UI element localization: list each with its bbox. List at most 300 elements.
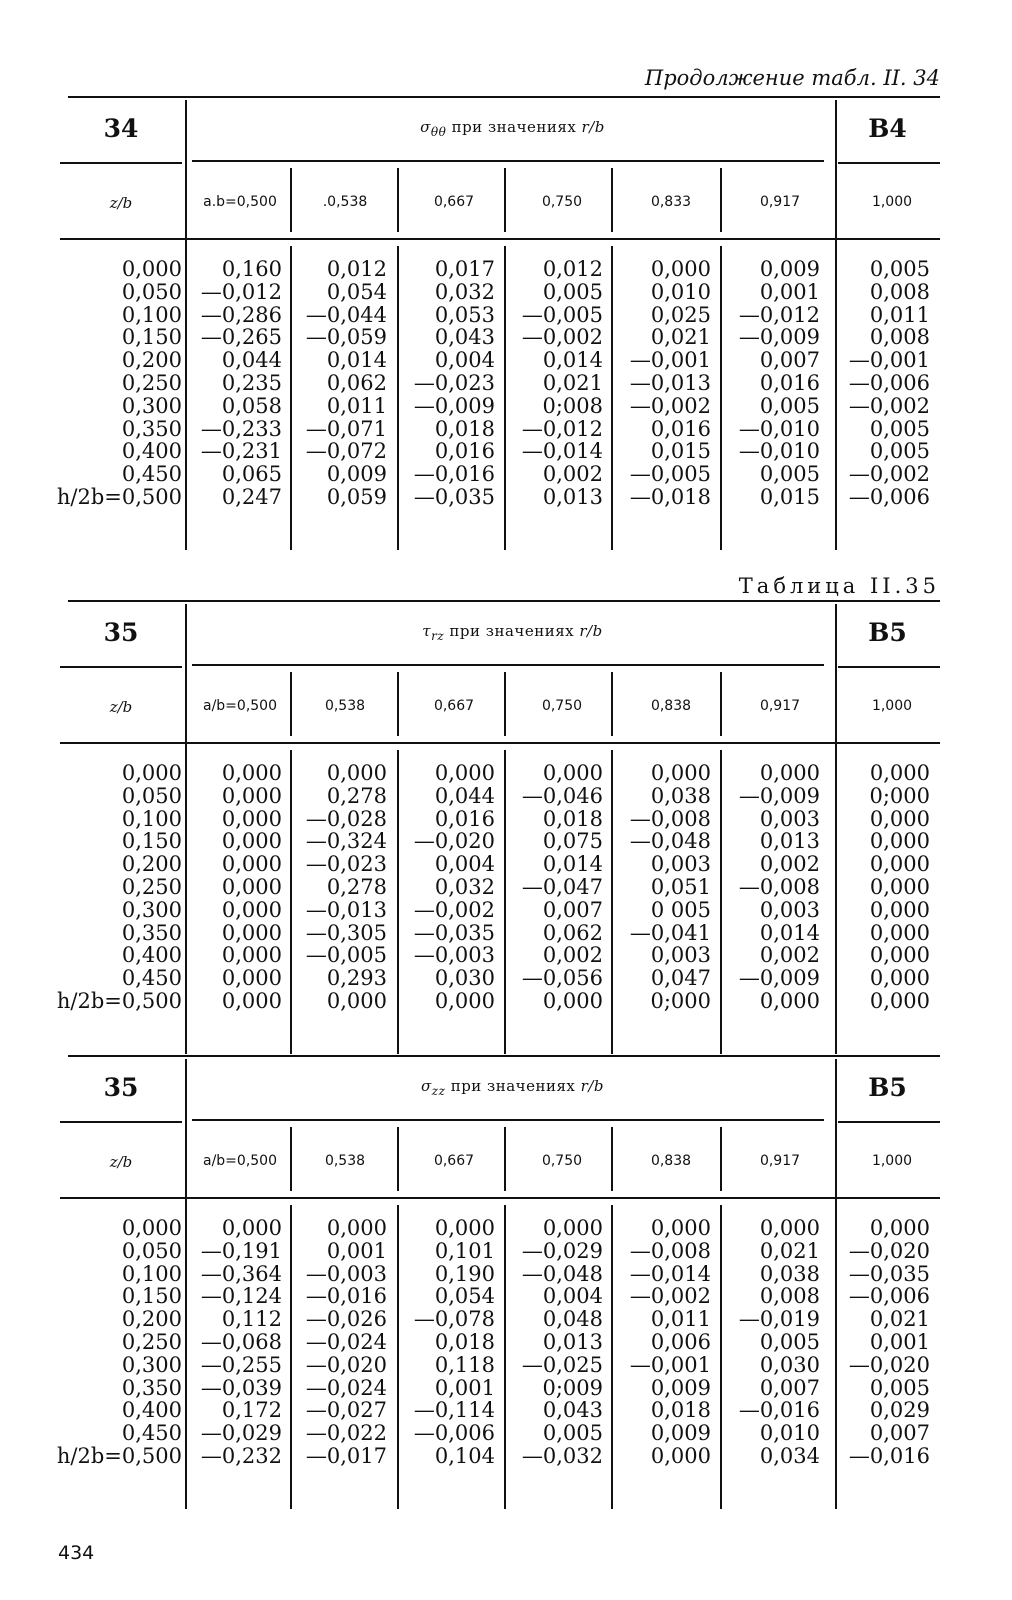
row-header: z/b	[109, 1153, 133, 1171]
table-cell: —0,010	[738, 439, 820, 464]
quantity-symbol: σ	[421, 1077, 432, 1095]
table-cell: —0,006	[848, 484, 930, 509]
table-cell: 0,034	[759, 1443, 820, 1468]
table-cell: —0,009	[738, 783, 820, 808]
table-cell: 0,247	[221, 484, 282, 509]
table-cell: 0,000	[221, 897, 282, 922]
table-cell: 0,003	[650, 943, 711, 968]
row-label: 0,450	[121, 1421, 182, 1446]
table-cell: 0,053	[434, 302, 495, 327]
code-column-divider	[835, 100, 837, 550]
table-cell: 0,003	[650, 852, 711, 877]
row-label: 0,100	[121, 1261, 182, 1286]
table-cell: 0,058	[221, 393, 282, 418]
column-header: 0,667	[433, 194, 475, 210]
column-header: a.b=0,500	[203, 194, 277, 210]
table-cell: 0,021	[650, 325, 711, 350]
table-cell: 0;009	[542, 1375, 603, 1400]
quantity-ratio: r/b	[579, 622, 603, 640]
value-column	[306, 762, 387, 1013]
table-cell: 0,038	[650, 783, 711, 808]
row-label: 0,000	[121, 257, 182, 281]
column-header: 0,538	[324, 1153, 366, 1169]
column-header: a/b=0,500	[203, 698, 277, 714]
table-cell: —0,124	[200, 1284, 282, 1309]
header-quantity-rule	[192, 160, 824, 162]
table-cell: 0;000	[650, 988, 711, 1013]
table-cell: —0,008	[738, 874, 820, 899]
table-cell: 0,005	[869, 1375, 930, 1400]
column-header-divider	[397, 168, 399, 232]
table-cell: 0,007	[759, 348, 820, 373]
header-quantity-rule	[192, 1119, 824, 1121]
value-column	[201, 258, 282, 509]
table-cell: —0,023	[413, 370, 495, 395]
table-cell: 0,065	[221, 462, 282, 487]
table-cell: 0,000	[221, 920, 282, 945]
table-cell: —0,035	[413, 920, 495, 945]
table-cell: —0,191	[200, 1238, 282, 1263]
table-cell: 0,000	[434, 761, 495, 785]
header-bottom-rule	[60, 742, 940, 744]
row-label: 0,100	[121, 806, 182, 831]
table-cell: 0,021	[759, 1238, 820, 1263]
table-cell: —0,020	[848, 1238, 930, 1263]
value-column	[630, 762, 711, 1013]
row-label: 0,050	[121, 783, 182, 808]
table-cell: 0,001	[759, 279, 820, 304]
table-cell: 0,021	[542, 370, 603, 395]
table-cell: —0,035	[413, 484, 495, 509]
table-number: 34	[103, 114, 139, 143]
table-cell: 0,011	[326, 393, 387, 418]
table-cell: 0,104	[434, 1443, 495, 1468]
row-label: 0,000	[121, 761, 182, 785]
table-cell: —0,255	[200, 1352, 282, 1377]
table-cell: —0,027	[305, 1398, 387, 1423]
column-header: 0,917	[759, 194, 801, 210]
table-cell: 0,005	[542, 279, 603, 304]
table-cell: 0,011	[869, 302, 930, 327]
table-cell: 0,000	[759, 761, 820, 785]
table-cell: 0,014	[542, 348, 603, 373]
value-column	[869, 762, 930, 1013]
table-cell: 0,005	[759, 393, 820, 418]
value-column	[306, 258, 387, 509]
table-cell: 0,000	[869, 966, 930, 991]
label-column-divider	[185, 604, 187, 1054]
value-column	[630, 258, 711, 509]
table-cell: —0,026	[305, 1307, 387, 1332]
row-label-column	[57, 1217, 182, 1468]
table-cell: 0,014	[759, 920, 820, 945]
table-code: B4	[868, 114, 907, 143]
table-cell: —0,046	[521, 783, 603, 808]
table-cell: 0,004	[434, 348, 495, 373]
quantity-ratio: r/b	[581, 118, 605, 136]
row-label: 0,450	[121, 462, 182, 487]
table-cell: —0,003	[413, 943, 495, 968]
table-caption: Таблица II.35	[738, 574, 940, 598]
column-header: 0,750	[541, 1153, 583, 1169]
column-divider	[504, 750, 506, 1054]
table-cell: —0,014	[629, 1261, 711, 1286]
table-cell: 0,000	[650, 257, 711, 281]
table-cell: 0,014	[326, 348, 387, 373]
table-cell: 0,000	[326, 988, 387, 1013]
table-cell: 0,044	[221, 348, 282, 373]
table-cell: —0,071	[305, 416, 387, 441]
table-cell: 0,010	[650, 279, 711, 304]
column-divider	[720, 246, 722, 550]
table-cell: —0,022	[305, 1421, 387, 1446]
value-column	[739, 1217, 820, 1468]
table-cell: —0,009	[738, 966, 820, 991]
row-label: 0,350	[121, 416, 182, 441]
value-column	[849, 258, 930, 509]
table-cell: —0,018	[629, 484, 711, 509]
row-label: 0,050	[121, 1238, 182, 1263]
table-cell: 0,029	[869, 1398, 930, 1423]
table-cell: 0,000	[869, 874, 930, 899]
column-divider	[720, 1205, 722, 1509]
table-cell: 0,008	[759, 1284, 820, 1309]
header-number-rule	[60, 162, 182, 164]
table-cell: 0,190	[434, 1261, 495, 1286]
table-cell: —0,114	[413, 1398, 495, 1423]
quantity-ratio: r/b	[580, 1077, 604, 1095]
table-cell: 0,172	[221, 1398, 282, 1423]
table-cell: 0,000	[869, 761, 930, 785]
row-label: 0,350	[121, 1375, 182, 1400]
column-divider	[504, 246, 506, 550]
table-cell: 0,006	[650, 1329, 711, 1354]
table-cell: 0,015	[650, 439, 711, 464]
table-cell: —0,005	[629, 462, 711, 487]
quantity-text: при значениях	[445, 1077, 581, 1095]
table-cell: —0,006	[848, 370, 930, 395]
row-label: 0,200	[121, 348, 182, 373]
quantity-label	[190, 118, 835, 139]
table-cell: —0,014	[521, 439, 603, 464]
table-cell: —0,025	[521, 1352, 603, 1377]
table-cell: 0,007	[869, 1421, 930, 1446]
table-cell: 0,000	[221, 852, 282, 877]
column-divider	[290, 1205, 292, 1509]
table-cell: 0,000	[650, 1216, 711, 1240]
table-cell: 0,002	[542, 462, 603, 487]
table-cell: 0,018	[650, 1398, 711, 1423]
table-cell: 0,007	[542, 897, 603, 922]
table-number: 35	[103, 1073, 139, 1102]
table-cell: 0,000	[221, 943, 282, 968]
header-number-rule	[60, 666, 182, 668]
table-cell: 0,047	[650, 966, 711, 991]
quantity-text: при значениях	[446, 118, 582, 136]
column-header: 0,917	[759, 1153, 801, 1169]
table-cell: 0,293	[326, 966, 387, 991]
table-cell: —0,012	[738, 302, 820, 327]
table-cell: 0,021	[869, 1307, 930, 1332]
table-cell: —0,005	[305, 943, 387, 968]
table-cell: 0,012	[542, 257, 603, 281]
value-column	[739, 762, 820, 1013]
table-cell: 0,016	[650, 416, 711, 441]
table-cell: 0,013	[542, 484, 603, 509]
value-column	[414, 1217, 495, 1468]
table-cell: 0,009	[650, 1421, 711, 1446]
table-cell: 0,014	[542, 852, 603, 877]
row-label: 0,100	[121, 302, 182, 327]
column-header: 0,838	[650, 1153, 692, 1169]
stress-table	[56, 96, 940, 556]
column-divider	[720, 750, 722, 1054]
value-column	[201, 1217, 282, 1468]
table-cell: 0,001	[326, 1238, 387, 1263]
column-header: 0,667	[433, 698, 475, 714]
top-caption: Продолжение табл. II. 34	[644, 66, 940, 90]
table-cell: —0,002	[848, 393, 930, 418]
table-cell: 0,016	[434, 806, 495, 831]
column-header: a/b=0,500	[203, 1153, 277, 1169]
table-cell: —0,068	[200, 1329, 282, 1354]
table-cell: —0,001	[629, 348, 711, 373]
table-cell: —0,056	[521, 966, 603, 991]
row-label: 0,400	[121, 943, 182, 968]
table-cell: —0,009	[738, 325, 820, 350]
value-column	[849, 1217, 930, 1468]
row-label: 0,200	[121, 852, 182, 877]
label-column-divider	[185, 100, 187, 550]
table-cell: —0,029	[200, 1421, 282, 1446]
table-cell: 0,000	[759, 1216, 820, 1240]
column-header: 0,833	[650, 194, 692, 210]
table-cell: 0,051	[650, 874, 711, 899]
row-label: 0,350	[121, 920, 182, 945]
table-cell: —0,016	[305, 1284, 387, 1309]
table-cell: 0,013	[542, 1329, 603, 1354]
table-cell: —0,008	[629, 1238, 711, 1263]
table-cell: —0,013	[305, 897, 387, 922]
table-cell: 0,018	[542, 806, 603, 831]
value-column	[522, 1217, 603, 1468]
table-cell: 0,000	[221, 1216, 282, 1240]
row-label: 0,450	[121, 966, 182, 991]
column-header: 0,750	[541, 698, 583, 714]
table-cell: 0,005	[759, 462, 820, 487]
table-cell: 0,000	[869, 920, 930, 945]
column-header: 1,000	[871, 698, 913, 714]
table-cell: —0,020	[848, 1352, 930, 1377]
table-cell: —0,232	[200, 1443, 282, 1468]
table-cell: —0,002	[848, 462, 930, 487]
table-cell: 0,000	[221, 761, 282, 785]
value-column	[414, 762, 495, 1013]
column-divider	[290, 750, 292, 1054]
table-cell: —0,016	[738, 1398, 820, 1423]
table-cell: —0,006	[848, 1284, 930, 1309]
table-cell: 0,018	[434, 1329, 495, 1354]
table-cell: —0,002	[629, 393, 711, 418]
table-cell: 0,004	[434, 852, 495, 877]
table-cell: 0,009	[326, 462, 387, 487]
row-label-column	[57, 762, 182, 1013]
stress-table	[56, 1055, 940, 1515]
table-cell: 0,118	[434, 1352, 495, 1377]
table-cell: —0,005	[521, 302, 603, 327]
table-cell: —0,023	[305, 852, 387, 877]
quantity-label	[190, 1077, 835, 1098]
row-label: 0,000	[121, 1216, 182, 1240]
table-cell: 0,015	[759, 484, 820, 509]
table-cell: —0,029	[521, 1238, 603, 1263]
quantity-subscript: zz	[431, 1084, 446, 1098]
table-cell: 0,000	[869, 829, 930, 854]
table-cell: 0,012	[326, 257, 387, 281]
table-cell: 0,059	[326, 484, 387, 509]
table-cell: 0,002	[542, 943, 603, 968]
table-cell: 0,043	[542, 1398, 603, 1423]
column-header-divider	[397, 1127, 399, 1191]
table-cell: 0,062	[542, 920, 603, 945]
table-cell: 0,011	[650, 1307, 711, 1332]
table-cell: 0,016	[759, 370, 820, 395]
table-cell: 0,009	[650, 1375, 711, 1400]
table-cell: 0,009	[759, 257, 820, 281]
table-cell: —0,041	[629, 920, 711, 945]
table-cell: —0,012	[521, 416, 603, 441]
table-cell: —0,035	[848, 1261, 930, 1286]
quantity-subscript: θθ	[430, 125, 447, 139]
table-cell: —0,008	[629, 806, 711, 831]
column-divider	[611, 1205, 613, 1509]
table-cell: —0,012	[200, 279, 282, 304]
value-column	[630, 1217, 711, 1468]
table-cell: 0,000	[542, 988, 603, 1013]
table-cell: 0,004	[542, 1284, 603, 1309]
table-cell: 0,038	[759, 1261, 820, 1286]
table-cell: 0,000	[326, 1216, 387, 1240]
column-header: 0,838	[650, 698, 692, 714]
column-divider	[397, 750, 399, 1054]
table-cell: —0,039	[200, 1375, 282, 1400]
table-cell: —0,016	[848, 1443, 930, 1468]
quantity-text: при значениях	[444, 622, 580, 640]
row-header: z/b	[109, 194, 133, 212]
table-cell: —0,013	[629, 370, 711, 395]
table-cell: —0,231	[200, 439, 282, 464]
table-cell: 0,000	[869, 897, 930, 922]
table-cell: —0,286	[200, 302, 282, 327]
table-cell: 0,000	[650, 1443, 711, 1468]
table-cell: 0,112	[221, 1307, 282, 1332]
table-cell: —0,003	[305, 1261, 387, 1286]
table-cell: 0,001	[869, 1329, 930, 1354]
table-code: B5	[868, 1073, 907, 1102]
stress-table	[56, 600, 940, 1060]
row-label: 0,150	[121, 829, 182, 854]
code-column-divider	[835, 1059, 837, 1509]
table-cell: —0,048	[521, 1261, 603, 1286]
row-label: 0,150	[121, 1284, 182, 1309]
page-number: 434	[58, 1542, 95, 1564]
table-cell: —0,010	[738, 416, 820, 441]
row-label: 0,250	[121, 1329, 182, 1354]
table-cell: 0,075	[542, 829, 603, 854]
header-bottom-rule	[60, 1197, 940, 1199]
row-header: z/b	[109, 698, 133, 716]
column-header: 0,538	[324, 698, 366, 714]
header-quantity-rule	[192, 664, 824, 666]
table-cell: —0,017	[305, 1443, 387, 1468]
table-cell: 0,002	[759, 943, 820, 968]
header-number-rule	[60, 1121, 182, 1123]
table-cell: 0,048	[542, 1307, 603, 1332]
quantity-symbol: σ	[420, 118, 431, 136]
table-cell: 0,000	[326, 761, 387, 785]
table-cell: —0,047	[521, 874, 603, 899]
table-cell: —0,020	[305, 1352, 387, 1377]
table-cell: 0,025	[650, 302, 711, 327]
column-divider	[397, 246, 399, 550]
table-cell: 0,101	[434, 1238, 495, 1263]
table-cell: 0,235	[221, 370, 282, 395]
row-label: 0,250	[121, 874, 182, 899]
table-top-rule	[68, 600, 940, 602]
table-top-rule	[68, 1055, 940, 1057]
table-cell: —0,059	[305, 325, 387, 350]
column-header: 0,667	[433, 1153, 475, 1169]
table-cell: —0,028	[305, 806, 387, 831]
row-label: 0,050	[121, 279, 182, 304]
table-cell: 0,062	[326, 370, 387, 395]
value-column	[739, 258, 820, 509]
table-cell: 0,044	[434, 783, 495, 808]
column-header: 1,000	[871, 1153, 913, 1169]
value-column	[414, 258, 495, 509]
value-column	[522, 258, 603, 509]
row-label: 0,300	[121, 393, 182, 418]
table-cell: 0,054	[326, 279, 387, 304]
table-cell: 0,005	[759, 1329, 820, 1354]
table-cell: —0,024	[305, 1329, 387, 1354]
table-cell: 0,000	[759, 988, 820, 1013]
table-cell: 0,003	[759, 806, 820, 831]
column-header: .0,538	[322, 194, 368, 210]
table-cell: 0,017	[434, 257, 495, 281]
value-column	[306, 1217, 387, 1468]
table-cell: —0,016	[413, 462, 495, 487]
table-number: 35	[103, 618, 139, 647]
header-code-rule	[838, 162, 940, 164]
table-cell: —0,265	[200, 325, 282, 350]
table-cell: —0,002	[413, 897, 495, 922]
table-cell: 0,000	[221, 806, 282, 831]
label-column-divider	[185, 1059, 187, 1509]
column-header: 0,750	[541, 194, 583, 210]
table-cell: 0,000	[542, 761, 603, 785]
table-cell: 0,000	[869, 988, 930, 1013]
column-divider	[290, 246, 292, 550]
table-cell: 0,010	[759, 1421, 820, 1446]
table-cell: 0,000	[650, 761, 711, 785]
row-label: 0,400	[121, 1398, 182, 1423]
table-cell: —0,364	[200, 1261, 282, 1286]
table-cell: —0,020	[413, 829, 495, 854]
table-cell: —0,032	[521, 1443, 603, 1468]
table-cell: 0,018	[434, 416, 495, 441]
column-divider	[397, 1205, 399, 1509]
